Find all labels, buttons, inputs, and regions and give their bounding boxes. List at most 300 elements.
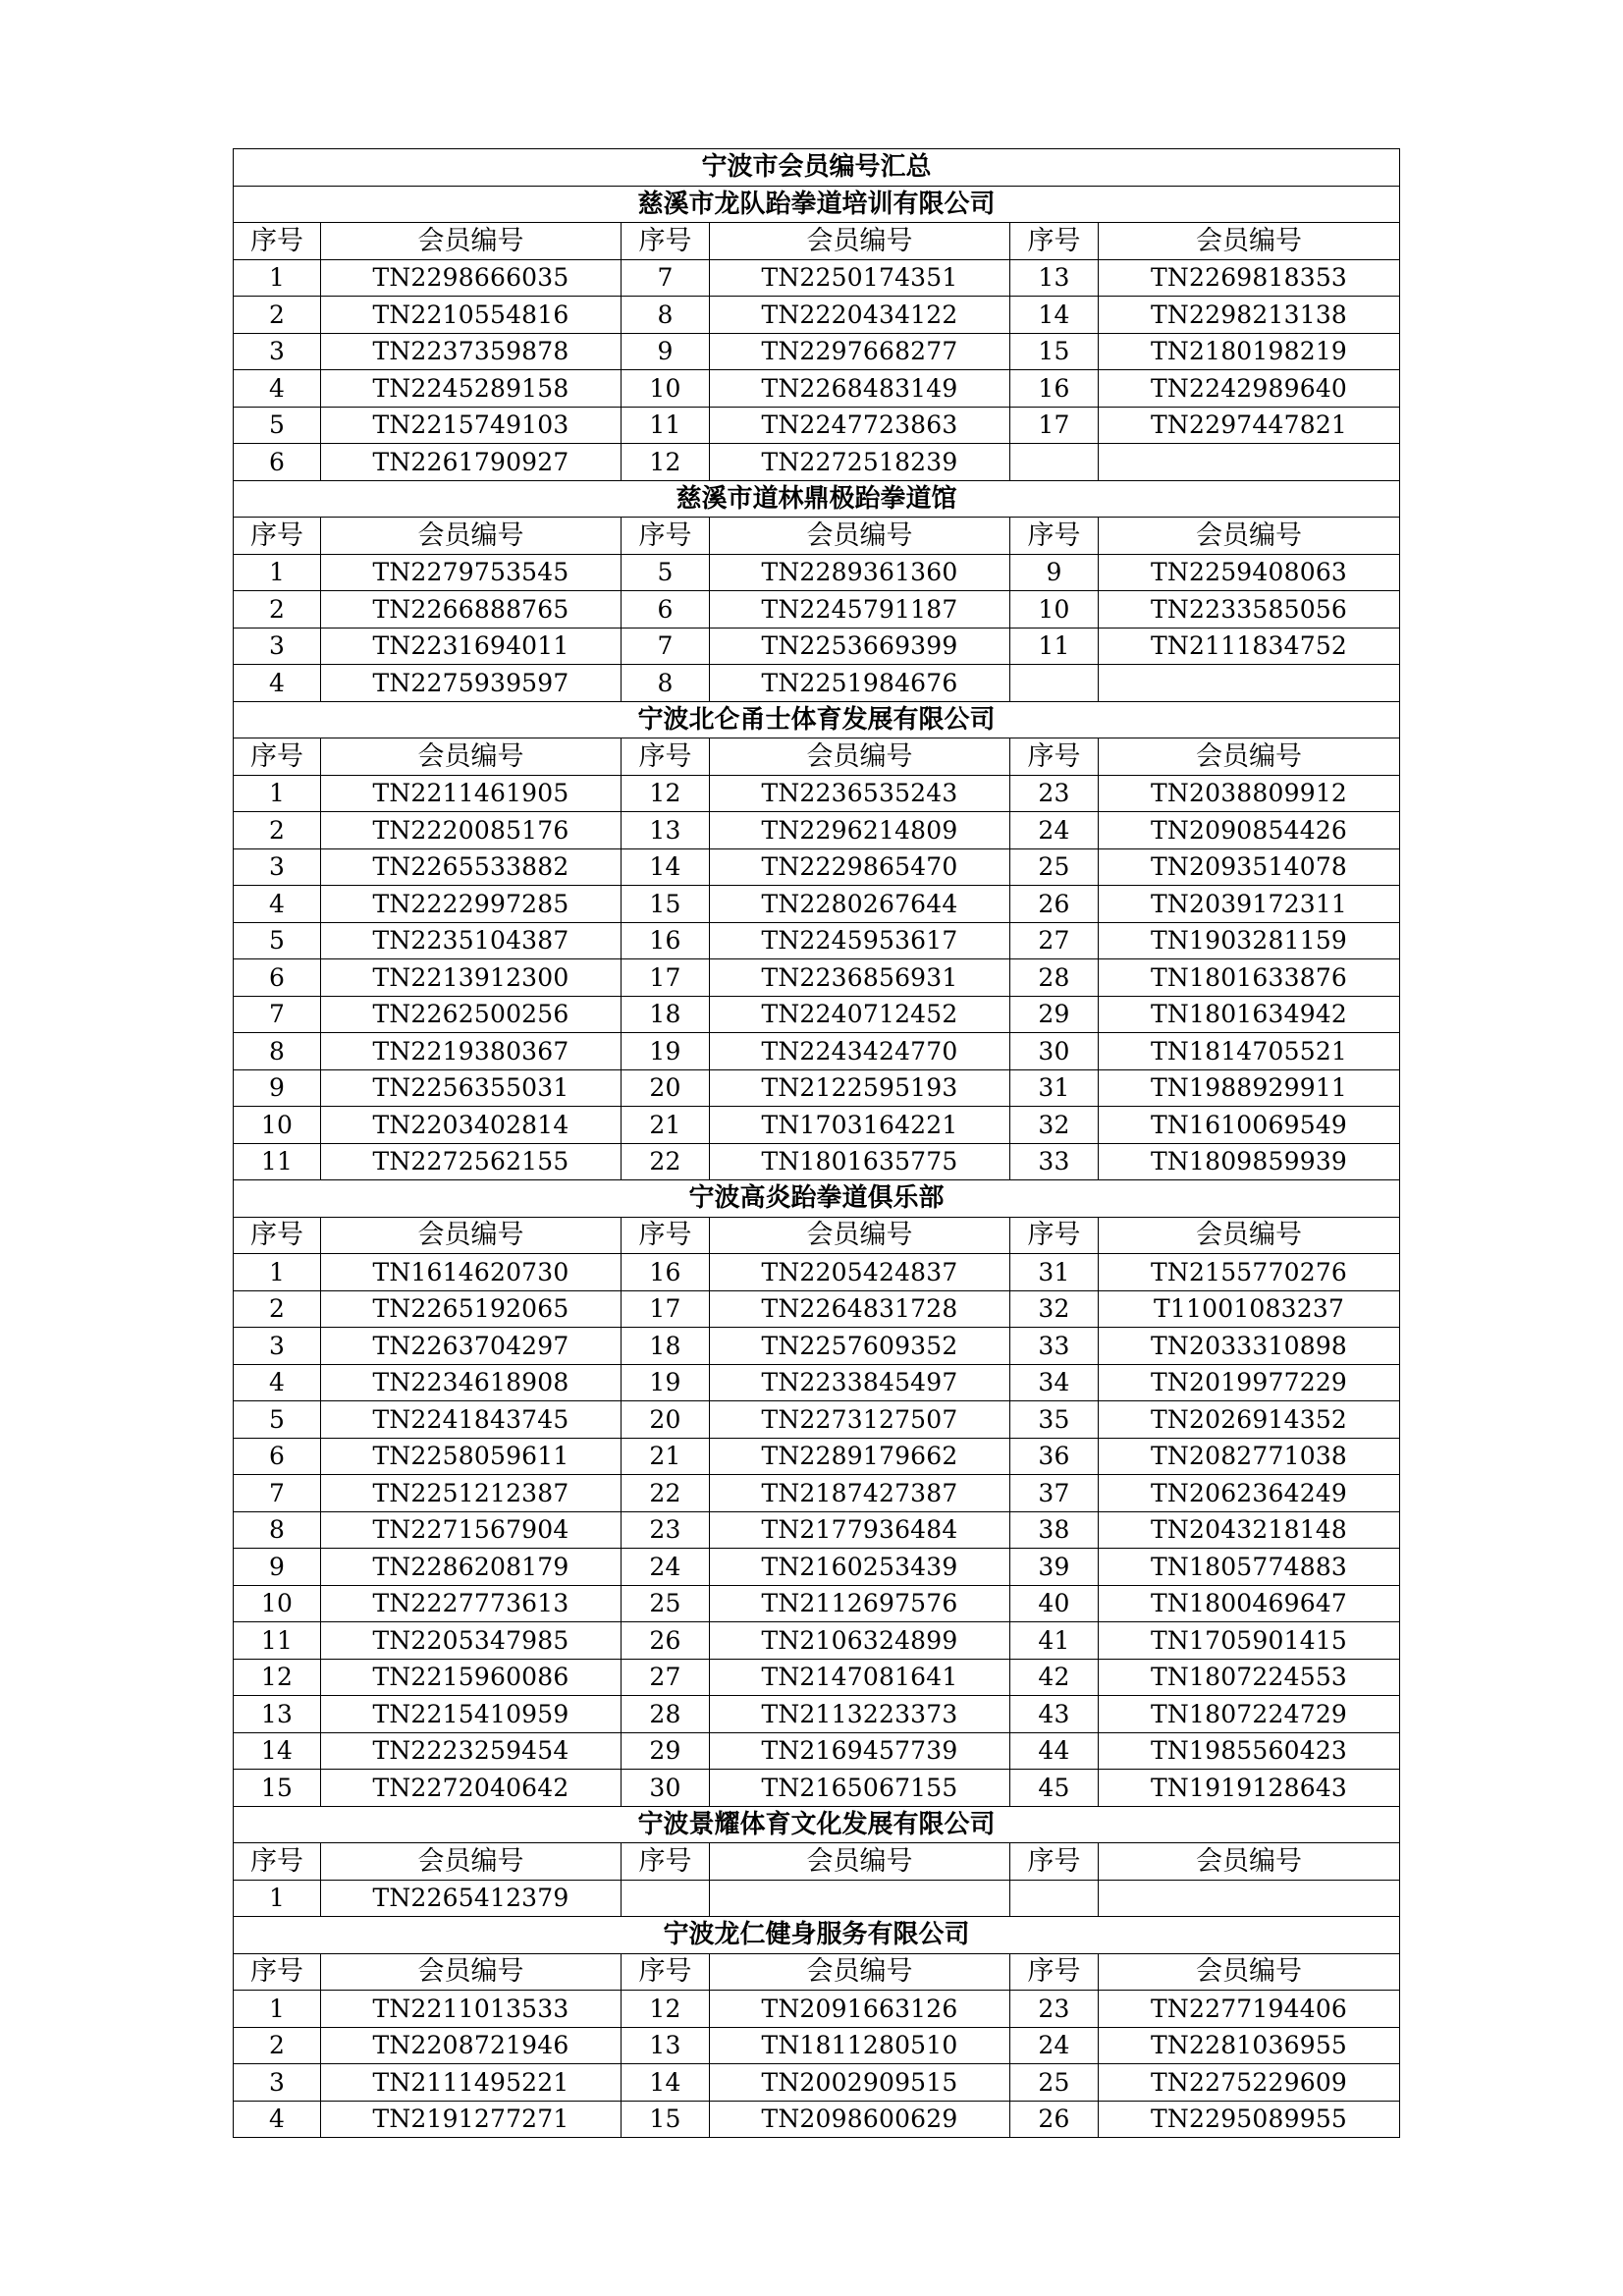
table-row (234, 1401, 1400, 1439)
seq-cell: 10 (1010, 591, 1099, 629)
seq-cell: 3 (234, 1328, 321, 1365)
seq-cell: 44 (1010, 1732, 1099, 1770)
member-id-cell: TN1814705521 (1099, 1033, 1400, 1070)
member-id-cell: TN2187427387 (710, 1475, 1010, 1512)
seq-cell: 28 (622, 1696, 710, 1733)
member-id-cell: TN2296214809 (710, 812, 1010, 849)
member-id-cell: TN2269818353 (1099, 259, 1400, 297)
member-id-cell: TN2111495221 (321, 2064, 622, 2102)
member-id-cell: TN2233845497 (710, 1364, 1010, 1401)
member-id-cell: TN2289361360 (710, 554, 1010, 591)
seq-cell: 5 (622, 554, 710, 591)
seq-cell: 8 (234, 1033, 321, 1070)
member-id-cell: TN2245953617 (710, 922, 1010, 959)
seq-cell: 28 (1010, 959, 1099, 997)
table-row (234, 665, 1400, 702)
member-id-cell: TN2211013533 (321, 1991, 622, 2028)
seq-cell: 1 (234, 1991, 321, 2028)
seq-cell: 9 (622, 333, 710, 370)
member-id-cell: TN2033310898 (1099, 1328, 1400, 1365)
member-id-cell: TN1807224553 (1099, 1659, 1400, 1696)
table-row (234, 1696, 1400, 1733)
seq-cell: 11 (234, 1143, 321, 1180)
seq-header: 序号 (1010, 738, 1099, 776)
member-id-cell: TN2093514078 (1099, 848, 1400, 886)
member-id-cell: TN2191277271 (321, 2101, 622, 2138)
member-id-cell: TN2098600629 (710, 2101, 1010, 2138)
seq-cell: 20 (622, 1401, 710, 1439)
member-id-cell: TN2297447821 (1099, 407, 1400, 444)
seq-cell: 23 (1010, 775, 1099, 812)
seq-cell: 22 (622, 1143, 710, 1180)
member-id-cell: TN2242989640 (1099, 370, 1400, 408)
member-id-cell: TN2165067155 (710, 1770, 1010, 1807)
seq-header: 序号 (622, 1217, 710, 1254)
seq-cell: 30 (1010, 1033, 1099, 1070)
seq-cell: 31 (1010, 1069, 1099, 1107)
member-id-cell: TN2281036955 (1099, 2027, 1400, 2064)
member-id-cell: TN2039172311 (1099, 886, 1400, 923)
seq-cell: 12 (622, 1991, 710, 2028)
member-id-cell: TN2297668277 (710, 333, 1010, 370)
member-id-cell: TN2266888765 (321, 591, 622, 629)
column-header-row (234, 1953, 1400, 1991)
member-id-cell (710, 1880, 1010, 1917)
member-id-cell: TN2215410959 (321, 1696, 622, 1733)
seq-cell: 12 (234, 1659, 321, 1696)
seq-cell: 20 (622, 1069, 710, 1107)
seq-cell: 29 (622, 1732, 710, 1770)
seq-cell: 32 (1010, 1290, 1099, 1328)
member-id-header: 会员编号 (321, 1843, 622, 1881)
seq-header: 序号 (234, 1953, 321, 1991)
member-id-cell: TN2082771038 (1099, 1438, 1400, 1475)
member-id-cell: TN2275939597 (321, 665, 622, 702)
member-id-cell: TN2236856931 (710, 959, 1010, 997)
seq-cell: 7 (622, 628, 710, 665)
member-id-header: 会员编号 (710, 1953, 1010, 1991)
seq-cell: 2 (234, 297, 321, 334)
section-title-row (234, 186, 1400, 223)
table-row (234, 1659, 1400, 1696)
member-id-cell: TN2259408063 (1099, 554, 1400, 591)
member-id-cell: TN1614620730 (321, 1254, 622, 1291)
member-id-cell: TN2247723863 (710, 407, 1010, 444)
seq-cell: 2 (234, 2027, 321, 2064)
seq-cell: 6 (234, 444, 321, 481)
seq-cell: 6 (234, 1438, 321, 1475)
seq-cell (1010, 1880, 1099, 1917)
seq-cell: 3 (234, 628, 321, 665)
member-id-cell: TN2112697576 (710, 1585, 1010, 1622)
seq-header: 序号 (1010, 223, 1099, 260)
member-id-cell: TN1807224729 (1099, 1696, 1400, 1733)
member-id-cell: TN2169457739 (710, 1732, 1010, 1770)
seq-header: 序号 (234, 738, 321, 776)
seq-cell: 36 (1010, 1438, 1099, 1475)
seq-cell: 6 (234, 959, 321, 997)
seq-cell: 17 (622, 1290, 710, 1328)
member-id-cell: TN2236535243 (710, 775, 1010, 812)
member-id-header: 会员编号 (321, 1953, 622, 1991)
column-header-row (234, 1843, 1400, 1881)
section-title: 宁波高炎跆拳道俱乐部 (234, 1180, 1400, 1218)
seq-cell: 3 (234, 848, 321, 886)
section-title-row (234, 1806, 1400, 1843)
seq-cell: 4 (234, 370, 321, 408)
member-id-header: 会员编号 (1099, 518, 1400, 555)
member-id-cell: TN2111834752 (1099, 628, 1400, 665)
seq-cell: 26 (1010, 886, 1099, 923)
table-row (234, 1549, 1400, 1586)
member-id-cell: TN2002909515 (710, 2064, 1010, 2102)
table-row (234, 1991, 1400, 2028)
seq-cell: 4 (234, 665, 321, 702)
table-row (234, 628, 1400, 665)
member-id-cell: TN2262500256 (321, 996, 622, 1033)
seq-header: 序号 (622, 518, 710, 555)
table-row (234, 444, 1400, 481)
column-header-row (234, 518, 1400, 555)
column-header-row (234, 1217, 1400, 1254)
section-title-row (234, 1180, 1400, 1218)
seq-cell: 9 (234, 1069, 321, 1107)
member-id-cell: TN2229865470 (710, 848, 1010, 886)
table-row (234, 1254, 1400, 1291)
section-title-row (234, 480, 1400, 518)
member-id-cell: TN2253669399 (710, 628, 1010, 665)
table-row (234, 1328, 1400, 1365)
seq-cell: 37 (1010, 1475, 1099, 1512)
seq-cell: 18 (622, 1328, 710, 1365)
seq-cell: 19 (622, 1033, 710, 1070)
seq-header: 序号 (1010, 518, 1099, 555)
seq-cell: 43 (1010, 1696, 1099, 1733)
seq-header: 序号 (234, 1843, 321, 1881)
member-id-cell: TN1988929911 (1099, 1069, 1400, 1107)
seq-cell: 25 (622, 1585, 710, 1622)
member-id-cell: TN2286208179 (321, 1549, 622, 1586)
table-row (234, 407, 1400, 444)
member-id-cell: TN1610069549 (1099, 1107, 1400, 1144)
table-row (234, 1585, 1400, 1622)
member-id-cell: TN2258059611 (321, 1438, 622, 1475)
member-id-cell: TN2257609352 (710, 1328, 1010, 1365)
seq-cell: 24 (622, 1549, 710, 1586)
document-title: 宁波市会员编号汇总 (234, 149, 1400, 187)
seq-cell: 8 (234, 1511, 321, 1549)
seq-cell: 26 (622, 1622, 710, 1660)
member-id-cell: TN2231694011 (321, 628, 622, 665)
seq-cell: 13 (622, 2027, 710, 2064)
document-title-row (234, 149, 1400, 187)
seq-cell (1010, 665, 1099, 702)
seq-header: 序号 (622, 738, 710, 776)
member-id-header: 会员编号 (1099, 1843, 1400, 1881)
seq-cell: 9 (234, 1549, 321, 1586)
seq-cell: 16 (622, 1254, 710, 1291)
seq-cell: 22 (622, 1475, 710, 1512)
seq-header: 序号 (622, 223, 710, 260)
seq-cell: 11 (1010, 628, 1099, 665)
table-row (234, 996, 1400, 1033)
member-id-cell: TN2219380367 (321, 1033, 622, 1070)
section-title-row (234, 1917, 1400, 1954)
seq-cell: 3 (234, 2064, 321, 2102)
member-id-cell: TN2235104387 (321, 922, 622, 959)
seq-cell: 23 (1010, 1991, 1099, 2028)
table-row (234, 1364, 1400, 1401)
seq-cell: 11 (234, 1622, 321, 1660)
seq-cell: 30 (622, 1770, 710, 1807)
seq-cell: 41 (1010, 1622, 1099, 1660)
member-id-cell: TN2268483149 (710, 370, 1010, 408)
seq-cell: 17 (1010, 407, 1099, 444)
member-id-cell: TN2155770276 (1099, 1254, 1400, 1291)
member-id-cell: TN2251212387 (321, 1475, 622, 1512)
seq-cell: 17 (622, 959, 710, 997)
table-row (234, 1107, 1400, 1144)
member-id-cell: TN1801635775 (710, 1143, 1010, 1180)
seq-cell: 25 (1010, 2064, 1099, 2102)
member-id-cell (1099, 665, 1400, 702)
seq-cell: 13 (234, 1696, 321, 1733)
seq-cell: 7 (234, 996, 321, 1033)
member-id-cell: TN2261790927 (321, 444, 622, 481)
seq-cell: 4 (234, 1364, 321, 1401)
member-id-cell: TN2160253439 (710, 1549, 1010, 1586)
seq-cell: 2 (234, 1290, 321, 1328)
member-id-cell: TN2298666035 (321, 259, 622, 297)
table-row (234, 1475, 1400, 1512)
seq-cell: 38 (1010, 1511, 1099, 1549)
member-id-cell: TN2265533882 (321, 848, 622, 886)
member-id-cell: TN1805774883 (1099, 1549, 1400, 1586)
member-id-cell: TN2211461905 (321, 775, 622, 812)
seq-cell: 10 (622, 370, 710, 408)
member-id-cell: TN2264831728 (710, 1290, 1010, 1328)
member-id-cell: TN2245289158 (321, 370, 622, 408)
member-id-header: 会员编号 (710, 518, 1010, 555)
seq-cell: 10 (234, 1585, 321, 1622)
member-id-cell: TN2289179662 (710, 1438, 1010, 1475)
table-row (234, 812, 1400, 849)
seq-cell: 1 (234, 1254, 321, 1291)
member-id-cell: TN2210554816 (321, 297, 622, 334)
member-id-cell: TN1919128643 (1099, 1770, 1400, 1807)
seq-cell: 7 (234, 1475, 321, 1512)
member-id-cell: TN2062364249 (1099, 1475, 1400, 1512)
seq-cell: 18 (622, 996, 710, 1033)
seq-cell: 31 (1010, 1254, 1099, 1291)
seq-header: 序号 (622, 1843, 710, 1881)
member-id-cell: TN2245791187 (710, 591, 1010, 629)
seq-cell: 14 (622, 848, 710, 886)
seq-cell: 15 (622, 886, 710, 923)
seq-cell: 2 (234, 812, 321, 849)
seq-cell: 8 (622, 297, 710, 334)
seq-cell: 8 (622, 665, 710, 702)
member-id-header: 会员编号 (710, 223, 1010, 260)
member-id-cell: TN2234618908 (321, 1364, 622, 1401)
seq-cell: 13 (1010, 259, 1099, 297)
member-id-cell: TN1985560423 (1099, 1732, 1400, 1770)
member-id-cell: TN2205424837 (710, 1254, 1010, 1291)
member-id-cell: TN2038809912 (1099, 775, 1400, 812)
table-row (234, 370, 1400, 408)
seq-header: 序号 (622, 1953, 710, 1991)
member-id-cell: TN2019977229 (1099, 1364, 1400, 1401)
member-id-cell: TN2113223373 (710, 1696, 1010, 1733)
table-row (234, 591, 1400, 629)
table-row (234, 554, 1400, 591)
member-id-cell: TN1903281159 (1099, 922, 1400, 959)
member-id-cell: TN2271567904 (321, 1511, 622, 1549)
seq-cell: 21 (622, 1438, 710, 1475)
member-id-cell: TN2090854426 (1099, 812, 1400, 849)
table-row (234, 1511, 1400, 1549)
seq-cell: 34 (1010, 1364, 1099, 1401)
member-id-cell: TN2220085176 (321, 812, 622, 849)
seq-cell: 32 (1010, 1107, 1099, 1144)
member-id-cell: TN2295089955 (1099, 2101, 1400, 2138)
table-row (234, 259, 1400, 297)
member-id-cell: TN2220434122 (710, 297, 1010, 334)
member-id-cell: TN2043218148 (1099, 1511, 1400, 1549)
member-id-cell: TN2227773613 (321, 1585, 622, 1622)
member-id-cell: TN2222997285 (321, 886, 622, 923)
seq-cell: 3 (234, 333, 321, 370)
seq-cell: 27 (622, 1659, 710, 1696)
member-id-cell: TN1809859939 (1099, 1143, 1400, 1180)
seq-cell (622, 1880, 710, 1917)
seq-cell: 4 (234, 886, 321, 923)
member-id-cell: TN2237359878 (321, 333, 622, 370)
seq-cell: 15 (622, 2101, 710, 2138)
seq-header: 序号 (1010, 1953, 1099, 1991)
table-row (234, 848, 1400, 886)
seq-cell: 42 (1010, 1659, 1099, 1696)
member-id-header: 会员编号 (321, 738, 622, 776)
member-id-cell: TN2215749103 (321, 407, 622, 444)
member-id-cell: TN2272518239 (710, 444, 1010, 481)
seq-cell: 5 (234, 922, 321, 959)
seq-cell: 16 (622, 922, 710, 959)
seq-cell: 13 (622, 812, 710, 849)
table-row (234, 1069, 1400, 1107)
member-id-cell: TN2180198219 (1099, 333, 1400, 370)
member-id-cell (1099, 1880, 1400, 1917)
member-id-header: 会员编号 (1099, 223, 1400, 260)
member-id-cell: TN2213912300 (321, 959, 622, 997)
member-id-cell: TN2272040642 (321, 1770, 622, 1807)
seq-header: 序号 (234, 1217, 321, 1254)
section-title: 宁波龙仁健身服务有限公司 (234, 1917, 1400, 1954)
seq-cell: 1 (234, 775, 321, 812)
member-id-cell: TN2203402814 (321, 1107, 622, 1144)
member-id-cell: TN2272562155 (321, 1143, 622, 1180)
seq-cell: 5 (234, 407, 321, 444)
member-id-cell: TN2147081641 (710, 1659, 1010, 1696)
table-row (234, 1033, 1400, 1070)
section-title: 慈溪市龙队跆拳道培训有限公司 (234, 186, 1400, 223)
member-id-cell: TN2091663126 (710, 1991, 1010, 2028)
seq-cell: 25 (1010, 848, 1099, 886)
member-id-cell: TN2256355031 (321, 1069, 622, 1107)
table-row (234, 2027, 1400, 2064)
seq-cell: 21 (622, 1107, 710, 1144)
table-row (234, 1770, 1400, 1807)
member-id-header: 会员编号 (1099, 738, 1400, 776)
member-id-cell: T11001083237 (1099, 1290, 1400, 1328)
section-title: 宁波景耀体育文化发展有限公司 (234, 1806, 1400, 1843)
table-row (234, 959, 1400, 997)
seq-cell: 6 (622, 591, 710, 629)
seq-cell: 14 (1010, 297, 1099, 334)
member-id-cell (1099, 444, 1400, 481)
member-id-cell: TN1800469647 (1099, 1585, 1400, 1622)
column-header-row (234, 738, 1400, 776)
member-id-header: 会员编号 (321, 223, 622, 260)
table-row (234, 1290, 1400, 1328)
seq-cell: 12 (622, 444, 710, 481)
seq-cell: 19 (622, 1364, 710, 1401)
seq-cell: 27 (1010, 922, 1099, 959)
member-id-header: 会员编号 (710, 1843, 1010, 1881)
member-id-cell: TN2208721946 (321, 2027, 622, 2064)
section-title-row (234, 701, 1400, 738)
member-id-cell: TN2243424770 (710, 1033, 1010, 1070)
seq-cell: 26 (1010, 2101, 1099, 2138)
table-row (234, 1732, 1400, 1770)
seq-cell: 39 (1010, 1549, 1099, 1586)
member-id-cell: TN2233585056 (1099, 591, 1400, 629)
member-id-header: 会员编号 (710, 1217, 1010, 1254)
member-id-cell: TN2215960086 (321, 1659, 622, 1696)
seq-cell: 16 (1010, 370, 1099, 408)
member-id-cell: TN2241843745 (321, 1401, 622, 1439)
member-id-cell: TN2280267644 (710, 886, 1010, 923)
member-id-cell: TN1811280510 (710, 2027, 1010, 2064)
member-id-cell: TN2263704297 (321, 1328, 622, 1365)
table-row (234, 297, 1400, 334)
table-row (234, 2064, 1400, 2102)
member-id-header: 会员编号 (1099, 1953, 1400, 1991)
seq-cell: 24 (1010, 2027, 1099, 2064)
seq-cell: 1 (234, 554, 321, 591)
member-id-cell: TN1801633876 (1099, 959, 1400, 997)
seq-cell: 15 (1010, 333, 1099, 370)
seq-header: 序号 (234, 223, 321, 260)
member-id-cell: TN2279753545 (321, 554, 622, 591)
member-id-cell: TN2273127507 (710, 1401, 1010, 1439)
member-id-header: 会员编号 (710, 738, 1010, 776)
seq-cell: 15 (234, 1770, 321, 1807)
table-row (234, 1622, 1400, 1660)
seq-cell: 23 (622, 1511, 710, 1549)
seq-cell: 5 (234, 1401, 321, 1439)
member-id-cell: TN2298213138 (1099, 297, 1400, 334)
seq-cell: 12 (622, 775, 710, 812)
seq-cell: 33 (1010, 1143, 1099, 1180)
member-id-cell: TN2205347985 (321, 1622, 622, 1660)
table-row (234, 1143, 1400, 1180)
seq-cell: 2 (234, 591, 321, 629)
seq-cell: 33 (1010, 1328, 1099, 1365)
member-id-cell: TN1801634942 (1099, 996, 1400, 1033)
member-id-header: 会员编号 (321, 518, 622, 555)
member-id-header: 会员编号 (321, 1217, 622, 1254)
